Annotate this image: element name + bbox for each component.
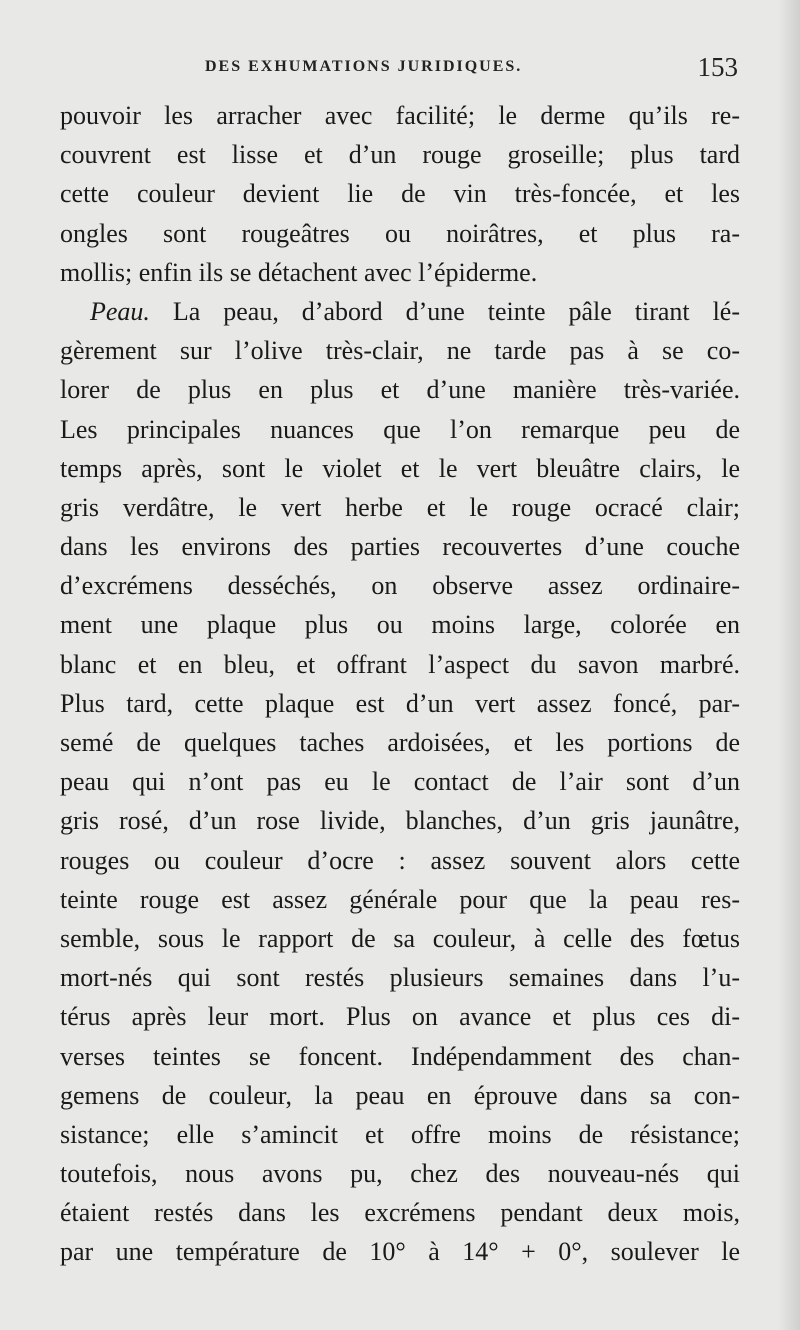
text-line: lorer de plus en plus et d’une manière très-variée. (60, 375, 740, 405)
text-line: mort-nés qui sont restés plusieurs semaines dans l’u- (60, 963, 740, 993)
text-line: Les principales nuances que l’on remarque peu de (60, 414, 740, 444)
text-line: par une température de 10° à 14° + 0°, soulever le (60, 1237, 740, 1267)
text-line: semble, sous le rapport de sa couleur, à celle des fœtus (60, 923, 740, 953)
text-line: pouvoir les arracher avec facilité; le derme qu’ils re- (60, 101, 740, 130)
text-line: dans les environs des parties recouvertes d’une couche (60, 532, 740, 562)
text-line: peau qui n’ont pas eu le contact de l’air sont d’un (60, 767, 740, 797)
body-text (60, 96, 740, 1272)
text-line: cette couleur devient lie de vin très-foncée, et les (60, 179, 740, 209)
text-line: gris verdâtre, le vert herbe et le rouge ocracé clair; (60, 492, 740, 522)
text-line: toutefois, nous avons pu, chez des nouveau-nés qui (60, 1159, 740, 1189)
text-line: sistance; elle s’amincit et offre moins de résistance; (60, 1119, 740, 1149)
text-line: Plus tard, cette plaque est d’un vert assez foncé, par- (60, 688, 740, 718)
text-line: temps après, sont le violet et le vert bleuâtre clairs, le (60, 453, 740, 483)
page-number: 153 (697, 52, 738, 82)
text-line: ment une plaque plus ou moins large, colorée en (60, 610, 740, 640)
text-line: rouges ou couleur d’ocre : assez souvent alors cette (60, 845, 740, 875)
page-edge-shadow (778, 0, 800, 1330)
text-line: d’excrémens desséchés, on observe assez ordinaire- (60, 571, 740, 601)
text-line: gèrement sur l’olive très-clair, ne tarde pas à se co- (60, 336, 740, 366)
text-line: ongles sont rougeâtres ou noirâtres, et plus ra- (60, 218, 740, 248)
text-line: semé de quelques taches ardoisées, et les portions de (60, 728, 740, 757)
text-line: térus après leur mort. Plus on avance et plus ces di- (60, 1002, 740, 1032)
text-line: couvrent est lisse et d’un rouge groseille; plus tard (60, 140, 740, 170)
page-header (60, 52, 740, 92)
text-line: gemens de couleur, la peau en éprouve dans sa con- (60, 1080, 740, 1110)
paragraph-first-line (60, 292, 740, 331)
text-line: mollis; enfin ils se détachent avec l’épiderme. (60, 257, 538, 287)
text-line: gris rosé, d’un rose livide, blanches, d’un gris jaunâtre, (60, 806, 740, 836)
text-line: étaient restés dans les excrémens pendant deux mois, (60, 1198, 740, 1228)
text-line: blanc et en bleu, et offrant l’aspect du savon marbré. (60, 649, 740, 679)
running-title: DES EXHUMATIONS JURIDIQUES. (205, 58, 523, 75)
text-line: teinte rouge est assez générale pour que la peau res- (60, 884, 740, 914)
paragraph-lead: Peau. (90, 296, 150, 326)
text-line: verses teintes se foncent. Indépendamment des chan- (60, 1041, 740, 1071)
text-line: La peau, d’abord d’une teinte pâle tirant lé- (172, 296, 741, 326)
